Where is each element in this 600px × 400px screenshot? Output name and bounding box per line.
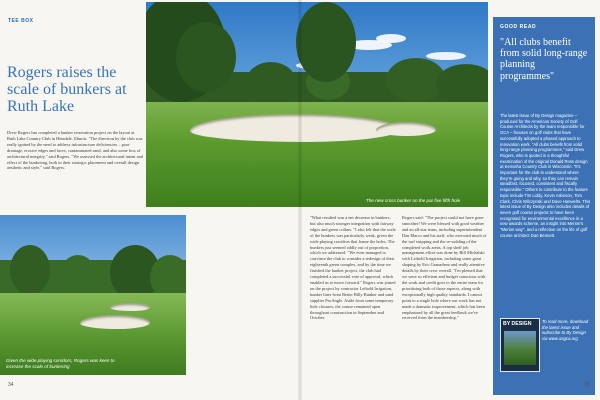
subscribe-promo: To read more, download the latest issue and subscribe to By Design via www.asgca.org <box>542 319 589 341</box>
sidebar-tag: GOOD READ <box>500 24 537 30</box>
bunker-photo-top <box>146 2 488 207</box>
article-column-2 <box>402 215 488 321</box>
intro-text <box>7 130 144 171</box>
article-column-1 <box>310 215 396 321</box>
sidebar-body: The latest issue of By Design magazine – produced for the American Society of Golf Course Architects by the team responsible for GCA – focuses on golf clubs that have successfully adopted a phased approach to renovation work. "All clubs benefit from solid long-range planning programmes," said Drew Rogers, who is quoted in a thoughtful examination of the original Donald Ross design at Kenosha Country Club in Wisconsin. "It's important for the club to understand where they're going and why, so they can remain steadfast, focused, consistent and fiscally responsible." Others to contribute to the feature topic include Tim Liddy, Kevin Atkinson, Tom Clark, Chris Wilczynski and Dave Hanwelts. This latest issue of By Design also includes details of seven golf course projects to have been recognised for environmental excellence in a new awards scheme, an insight into Merion's "Merion way", and a reflection on the life of golf course architect Dan Bennett. <box>500 113 591 238</box>
bottom-photo-caption: Given the wide playing corridors, Rogers was keen to increase the scale of bunkering <box>6 358 115 369</box>
bunker-photo-bottom <box>0 215 186 375</box>
good-read-sidebar <box>493 17 595 395</box>
page-spine <box>298 0 302 400</box>
page-number-left: 34 <box>8 382 14 388</box>
top-photo-caption: The new cross bunker on the par five fifth hole <box>366 198 461 203</box>
intro-paragraph: Drew Rogers has completed a bunker renovation project on the layout at Ruth Lake Country Club in Hinsdale, Illinois. "The direction by the club was really ignited by the need to address infrastructure deficiencies – poor drainage, erosive edges and faces, contaminated sand, and also some loss of architectural integrity," said Rogers. "We assessed the architectural intent and effect of the bunkering, both in their strategic placement and overall design aesthetic and style," said Rogers. <box>7 130 143 171</box>
column-2-text: Rogers said: "The project could not have gone smoother! We were blessed with good weather and an all-star team, including superintendent Dan Marco and his staff, who executed much of the turf stripping and the re-sodding of the completed work areas. A top shelf job management effort was done by Bill Michalski with Leibold Irrigation, including some great shaping by Eric Granadeno and really attentive details by their crew overall. "I'm pleased that we were so efficient and budget conscious with the work and credit goes to the entire team for prioritising both of those aspects, along with exceptionally high quality standards. I cannot point to a single hole where our work has not made a dramatic improvement, which has been emphasised by all the great feedback we've received from the membership." <box>402 215 487 321</box>
article-headline: Rogers raises the scale of bunkers at Ruth Lake <box>7 64 127 115</box>
magazine-logo: BY DESIGN <box>503 321 532 327</box>
pull-quote: "All clubs benefit from solid long-range planning programmes" <box>500 37 588 82</box>
column-1-text: "What resulted was a net decrease in bunkers, but also much stronger integration with fairway edges and green collars. "I also felt that the scale of the bunkers was particularly weak, given the wide playing corridors that frame the holes. The bunkers just seemed oddly out of proportion, which we addressed. "We even managed to convince the club to consider a redesign of their eighteenth green complex, and by the time we finished the bunker project, the club had completed a successful vote of approval, which enabled us to move forward." Rogers was joined on the project by contractor Leibold Irrigation, bunker liner from Better Billy Bunker and sand supplier ProAngle. Aside from some temporary hole closures, the course remained open throughout construction in September and October. <box>310 215 396 321</box>
magazine-cover-image <box>500 318 540 372</box>
section-tag: TEE BOX <box>8 18 34 24</box>
page-number-right: 35 <box>584 382 590 388</box>
